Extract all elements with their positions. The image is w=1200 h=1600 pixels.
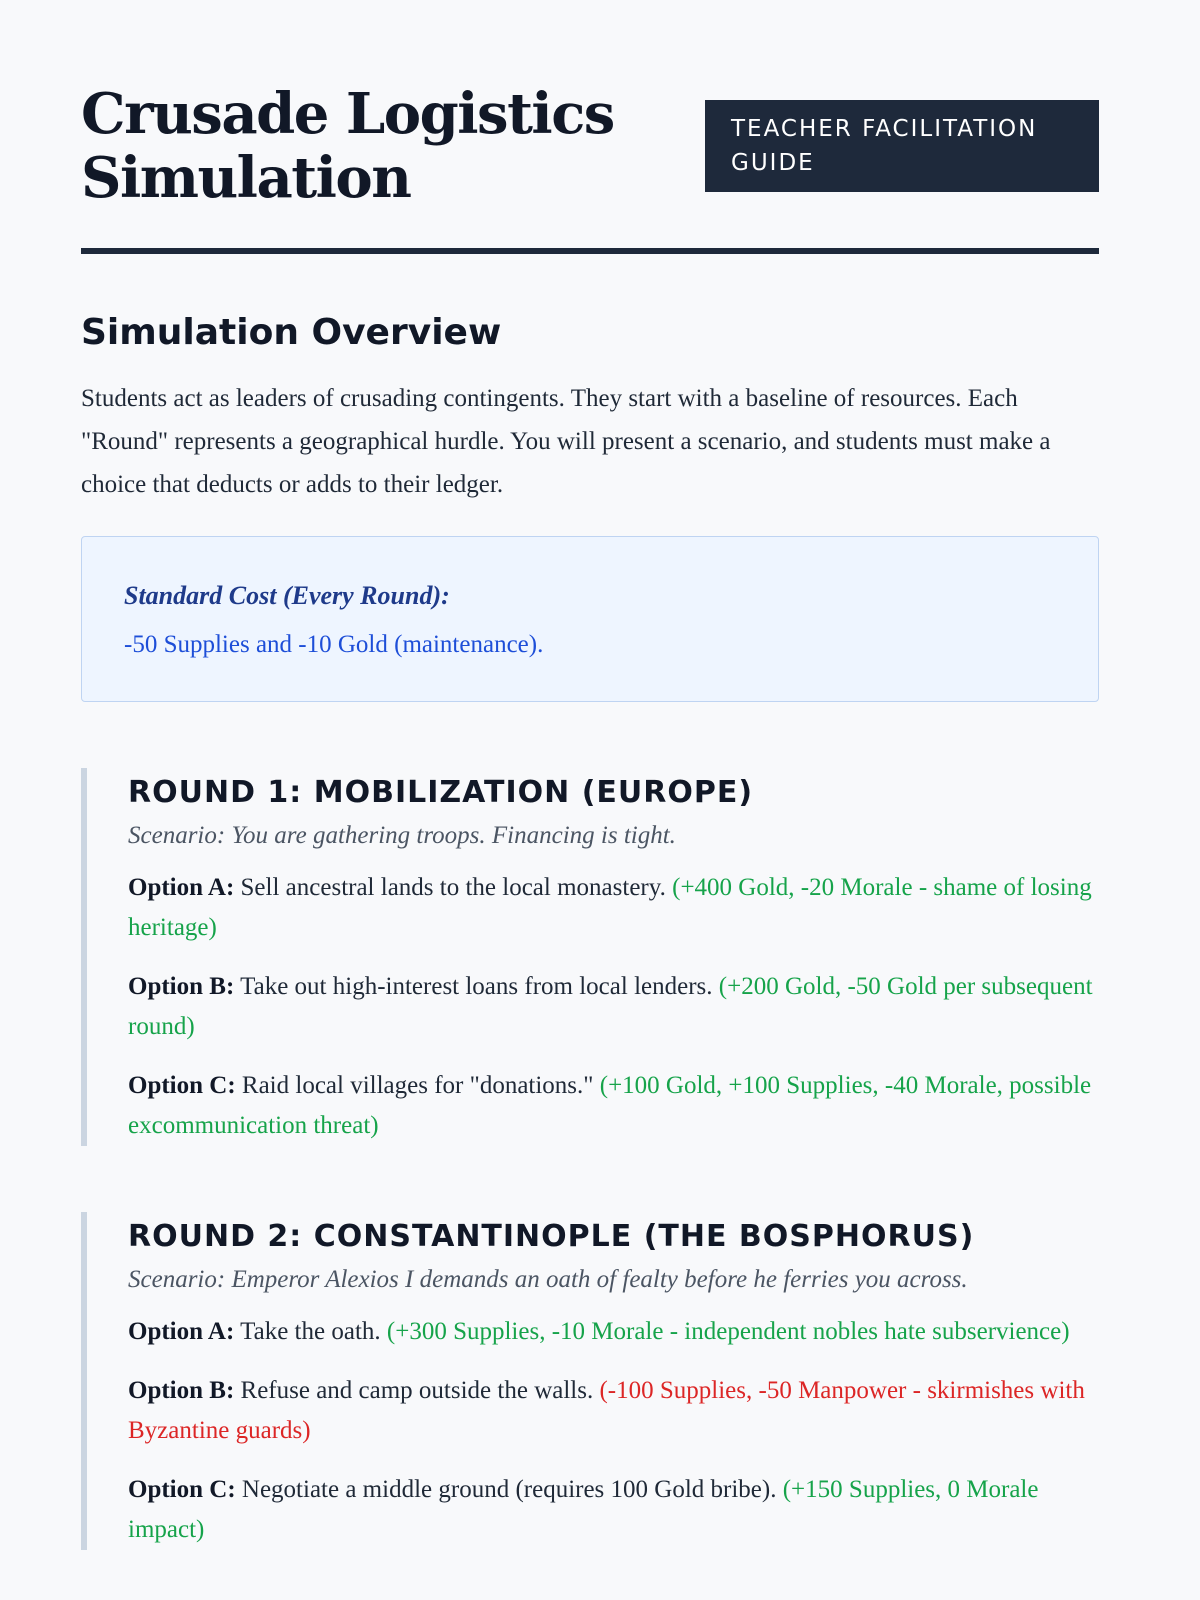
overview-heading: Simulation Overview	[81, 312, 502, 353]
option-label: Option B:	[128, 973, 235, 1000]
page-title	[81, 82, 614, 210]
option-label: Option C:	[128, 1476, 236, 1503]
option-label: Option B:	[128, 1377, 235, 1404]
option-b	[128, 967, 1099, 1047]
option-a	[128, 1312, 1099, 1352]
round-1	[81, 768, 1099, 1146]
title-line-2: Simulation	[81, 145, 411, 211]
option-c	[128, 1066, 1099, 1146]
note-title: Standard Cost (Every Round):	[124, 581, 450, 610]
header	[81, 0, 1099, 254]
note-text: -50 Supplies and -10 Gold (maintenance).	[124, 631, 544, 658]
option-label: Option C:	[128, 1072, 236, 1099]
option-effect: (-100 Supplies, -50 Manpower - skirmishes with Byzantine guards)	[128, 1377, 1085, 1444]
option-effect: (+200 Gold, -50 Gold per subsequent round)	[128, 973, 1093, 1040]
round-scenario: Scenario: You are gathering troops. Financing is tight.	[128, 822, 676, 849]
option-effect: (+300 Supplies, -10 Morale - independent nobles hate subservience)	[386, 1318, 1070, 1345]
option-text: Negotiate a middle ground (requires 100 Gold bribe).	[241, 1476, 777, 1503]
round-2	[81, 1212, 1099, 1550]
option-effect: (+150 Supplies, 0 Morale impact)	[128, 1476, 1039, 1543]
option-effect: (+400 Gold, -20 Morale - shame of losing heritage)	[128, 874, 1092, 941]
round-scenario: Scenario: Emperor Alexios I demands an oath of fealty before he ferries you across.	[128, 1266, 968, 1293]
option-label: Option A:	[128, 1318, 235, 1345]
option-effect: (+100 Gold, +100 Supplies, -40 Morale, possible excommunication threat)	[128, 1072, 1092, 1139]
standard-cost-note	[81, 536, 1099, 702]
option-text: Take the oath.	[240, 1318, 381, 1345]
round-title: ROUND 2: CONSTANTINOPLE (THE BOSPHORUS)	[128, 1219, 975, 1254]
option-text: Take out high-interest loans from local lenders.	[240, 973, 713, 1000]
option-a	[128, 868, 1099, 948]
option-text: Raid local villages for "donations."	[241, 1072, 594, 1099]
option-b	[128, 1371, 1099, 1451]
option-label: Option A:	[128, 874, 235, 901]
option-text: Refuse and camp outside the walls.	[240, 1377, 594, 1404]
round-title: ROUND 1: MOBILIZATION (EUROPE)	[128, 775, 754, 810]
overview-text: Students act as leaders of crusading contingents. They start with a baseline of resources. Each "Round" represents a geographical hurdle. You will present a scenario, and students must make a choice that deducts or adds to their ledger.	[81, 385, 1051, 498]
option-text: Sell ancestral lands to the local monastery.	[240, 874, 666, 901]
title-line-1: Crusade Logistics	[81, 81, 614, 147]
option-c	[128, 1470, 1099, 1550]
guide-badge: TEACHER FACILITATION GUIDE	[705, 100, 1099, 192]
